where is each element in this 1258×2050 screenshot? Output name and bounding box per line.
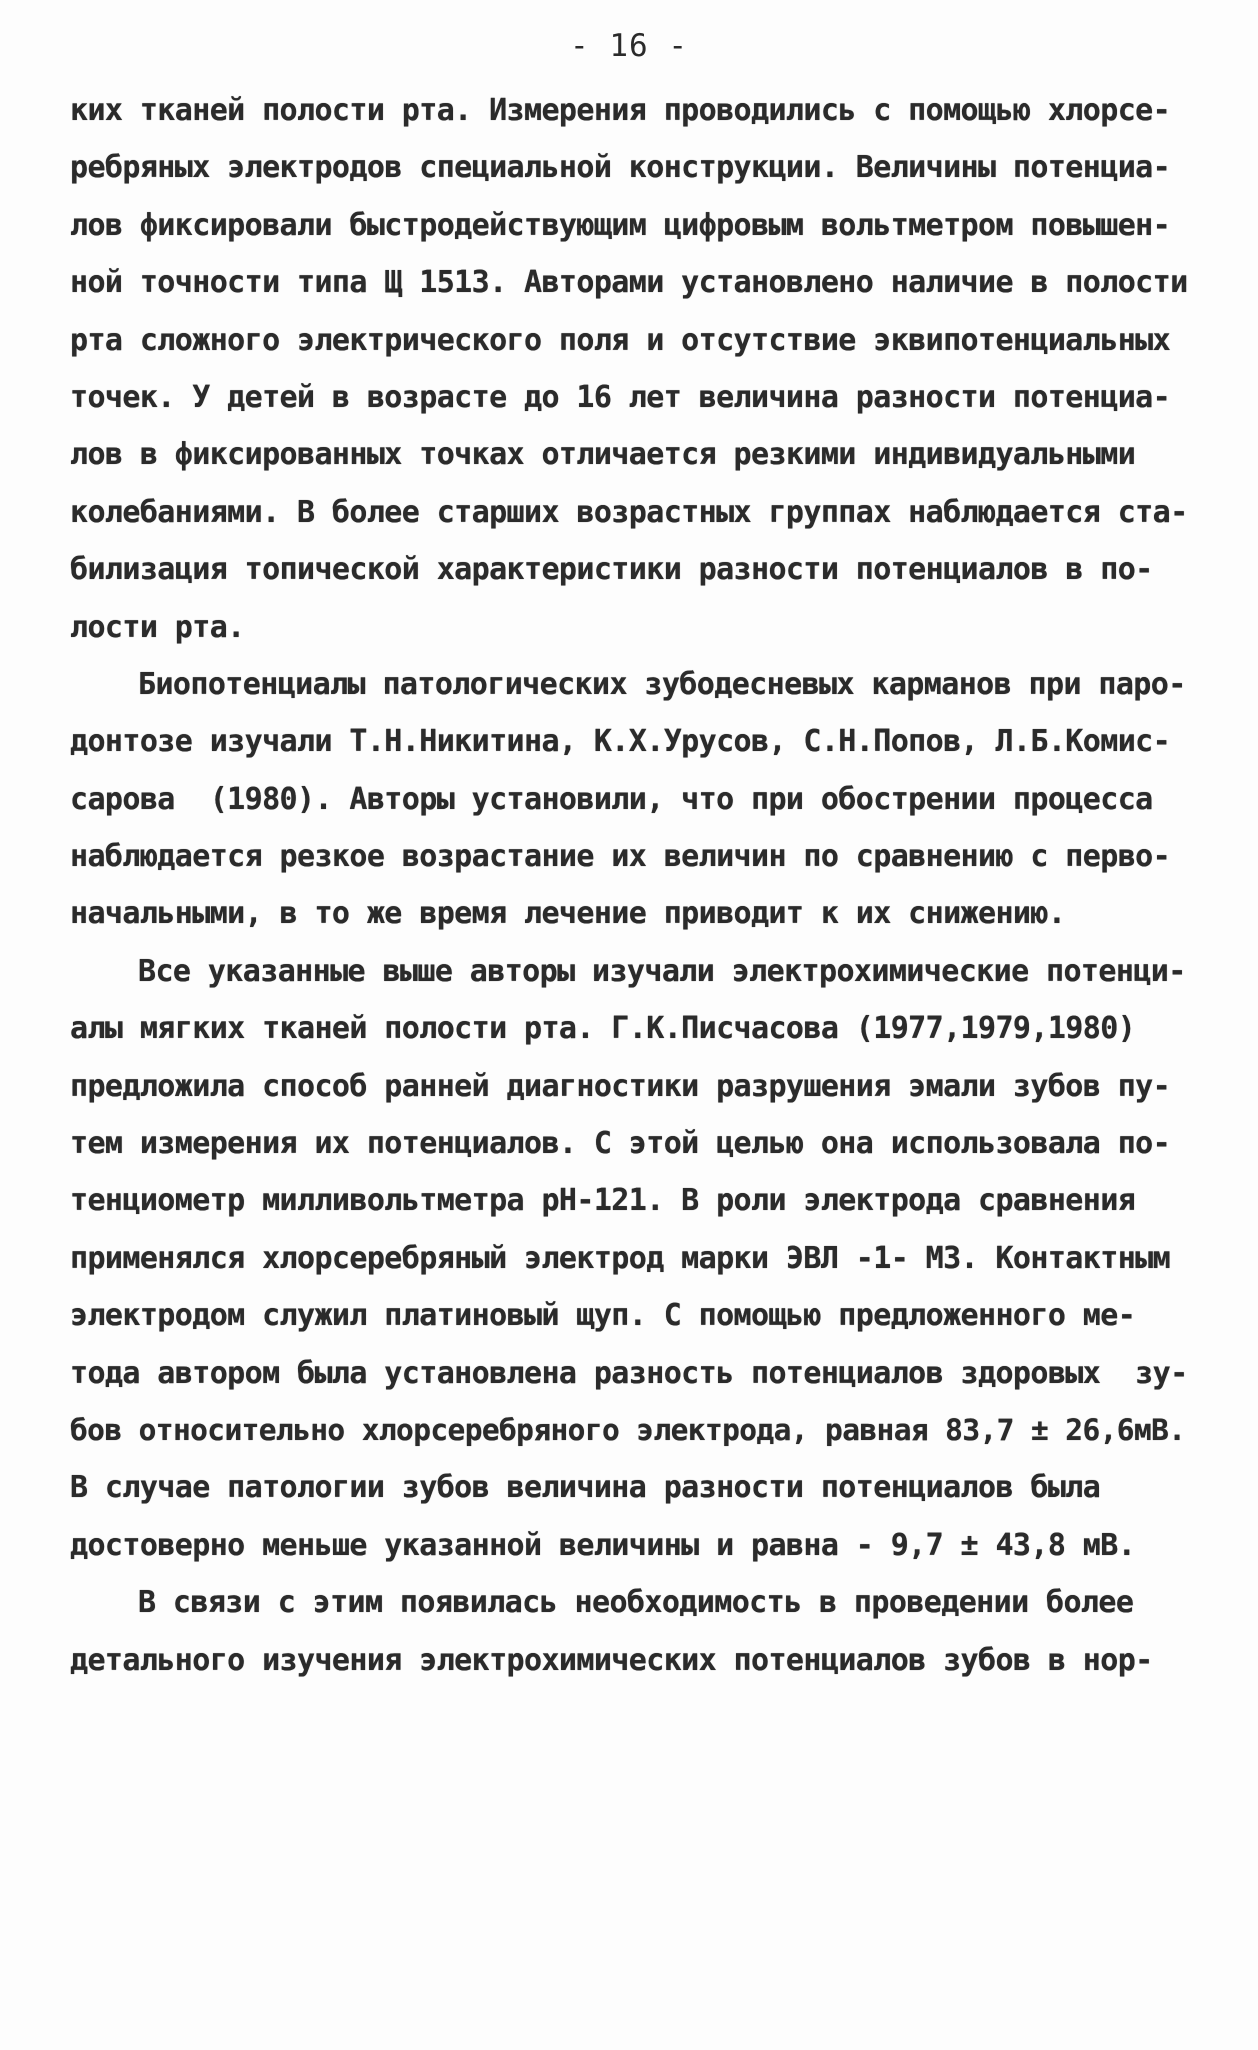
- text-line: начальными, в то же время лечение приводит к их снижению.: [70, 896, 1066, 932]
- text-line: лости рта.: [70, 609, 245, 645]
- text-line: тем измерения их потенциалов. С этой целью она использовала по-: [70, 1126, 1171, 1162]
- text-line: алы мягких тканей полости рта. Г.К.Писчасова (1977,1979,1980): [70, 1011, 1136, 1047]
- page-number: - 16 -: [570, 28, 688, 64]
- text-line: В связи с этим появилась необходимость в проведении более: [138, 1585, 1134, 1621]
- text-line: лов фиксировали быстродействующим цифровым вольтметром повышен-: [70, 207, 1171, 243]
- text-line: рта сложного электрического поля и отсутствие эквипотенциальных: [70, 322, 1171, 358]
- text-line: билизация топической характеристики разности потенциалов в по-: [70, 552, 1153, 588]
- text-line: наблюдается резкое возрастание их величин по сравнению с перво-: [70, 839, 1171, 875]
- text-line: точек. У детей в возрасте до 16 лет величина разности потенциа-: [70, 379, 1171, 415]
- text-line: Все указанные выше авторы изучали электрохимические потенци-: [138, 953, 1186, 989]
- text-line: электродом служил платиновый щуп. С помощью предложенного ме-: [70, 1298, 1136, 1334]
- text-line: детального изучения электрохимических потенциалов зубов в нор-: [70, 1642, 1153, 1678]
- text-line: Биопотенциалы патологических зубодесневых карманов при паро-: [138, 666, 1186, 702]
- text-line: ребряных электродов специальной конструкции. Величины потенциа-: [70, 150, 1171, 186]
- text-line: ной точности типа Щ 1513. Авторами установлено наличие в полости: [70, 265, 1188, 301]
- text-line: донтозе изучали Т.Н.Никитина, К.Х.Урусов, С.Н.Попов, Л.Б.Комис-: [70, 724, 1171, 760]
- text-line: лов в фиксированных точках отличается резкими индивидуальными: [70, 437, 1136, 473]
- text-line: предложила способ ранней диагностики разрушения эмали зубов пу-: [70, 1068, 1171, 1104]
- text-line: тода автором была установлена разность потенциалов здоровых зу-: [70, 1355, 1188, 1391]
- text-line: бов относительно хлорсеребряного электрода, равная 83,7 ± 26,6мВ.: [70, 1412, 1186, 1447]
- text-line: сарова (1980). Авторы установили, что при обострении процесса: [70, 781, 1153, 817]
- text-line: колебаниями. В более старших возрастных группах наблюдается ста-: [70, 494, 1188, 530]
- text-line: ких тканей полости рта. Измерения проводились с помощью хлорсе-: [70, 93, 1171, 128]
- text-line: тенциометр милливольтметра pH-121. В роли электрода сравнения: [70, 1183, 1136, 1219]
- body-text: [70, 82, 1200, 1689]
- text-line: достоверно меньше указанной величины и равна - 9,7 ± 43,8 мВ.: [70, 1527, 1136, 1563]
- text-line: В случае патологии зубов величина разности потенциалов была: [70, 1470, 1101, 1506]
- text-line: применялся хлорсеребряный электрод марки ЭВЛ -1- М3. Контактным: [70, 1240, 1171, 1276]
